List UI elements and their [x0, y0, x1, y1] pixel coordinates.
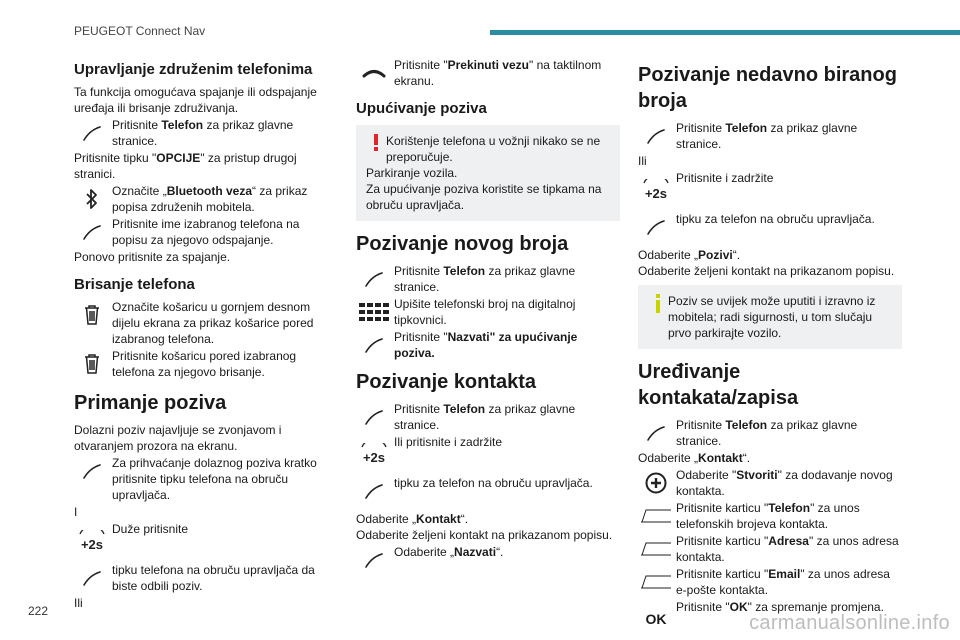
- step-press-phone: Pritisnite Telefon za prikaz glavne stranice.: [356, 401, 620, 433]
- tap-finger-icon: [638, 417, 674, 449]
- hold-2s-icon: [356, 434, 392, 474]
- trash-icon: [74, 348, 110, 380]
- step-press-phone: Pritisnite Telefon za prikaz glavne stranice.: [74, 117, 336, 149]
- step-bluetooth: Označite „Bluetooth veza“ za prikaz popisa združenih mobitela.: [74, 183, 336, 215]
- step-trash-delete: Pritisnite košaricu pored izabranog telefona za njegovo brisanje.: [74, 348, 336, 380]
- paragraph: Ponovo pritisnite za spajanje.: [74, 250, 231, 264]
- tap-finger-icon: [356, 475, 392, 507]
- tap-finger-icon: [356, 263, 392, 295]
- step-tab-email: Pritisnite karticu "Email" za unos adresa e-pošte kontakta.: [638, 566, 902, 598]
- step-tab-address: Pritisnite karticu "Adresa" za unos adresa kontakta.: [638, 533, 902, 565]
- hold-2s-icon: [638, 170, 674, 210]
- hold-2s-icon: [74, 521, 110, 561]
- step-select-call: Odaberite „Nazvati“.: [356, 544, 620, 576]
- tap-finger-icon: [74, 216, 110, 248]
- svg-text:+2s: +2s: [644, 186, 668, 201]
- step-press-phone: Pritisnite Telefon za prikaz glavne stranice.: [356, 263, 620, 295]
- section-title-paired-phones: Upravljanje združenim telefonima: [74, 61, 313, 78]
- section-title-call-contact: Pozivanje kontakta: [356, 371, 537, 393]
- step-wheel-button: tipku za telefon na obruču upravljača.: [638, 211, 902, 243]
- section-title-recent-call: Pozivanje nedavno biranog broja: [638, 64, 897, 112]
- paragraph: Dolazni poziv najavljuje se zvonjavom i otvaranjem prozora na ekranu.: [74, 423, 282, 453]
- paragraph: Ta funkcija omogućava spajanje ili odspajanje uređaja ili brisanje združivanja.: [74, 85, 317, 115]
- page-header-title: PEUGEOT Connect Nav: [74, 24, 206, 38]
- step-press-call: Pritisnite "Nazvati" za upućivanje poziva.: [356, 329, 620, 361]
- step-reject-call: tipku telefona na obruču upravljača da biste odbili poziv.: [74, 562, 336, 594]
- section-title-make-call: Upućivanje poziva: [356, 100, 487, 117]
- info-note: Poziv se uvijek može uputiti i izravno iz mobitela; radi sigurnosti, u tom slučaju prvo parkirajte vozilo.: [638, 285, 902, 349]
- step-accept-call: Za prihvaćanje dolaznog poziva kratko pritisnite tipku telefona na obruču upravljača.: [74, 455, 336, 503]
- column-1: [74, 56, 336, 611]
- step-long-press: +2s Duže pritisnite: [74, 521, 336, 561]
- column-2: [356, 56, 620, 577]
- paragraph: I: [74, 505, 78, 519]
- paragraph: Odaberite željeni kontakt na prikazanom popisu.: [638, 264, 895, 278]
- section-title-call-new-number: Pozivanje novog broja: [356, 233, 569, 255]
- step-tab-phone: Pritisnite karticu "Telefon" za unos telefonskih brojeva kontakta.: [638, 500, 902, 532]
- tap-finger-icon: [356, 544, 392, 576]
- step-ok: OK Pritisnite "OK" za spremanje promjena.: [638, 599, 902, 631]
- step-press-phone: Pritisnite Telefon za prikaz glavne stranice.: [638, 417, 902, 449]
- svg-text:+2s: +2s: [362, 450, 386, 465]
- tab-icon: [638, 533, 674, 565]
- paragraph: Odaberite „Kontakt“.: [638, 451, 751, 465]
- paragraph: Odaberite „Kontakt“.: [356, 512, 469, 526]
- warning-icon: [366, 133, 386, 152]
- tap-finger-icon: [638, 120, 674, 152]
- keypad-icon: [356, 296, 392, 328]
- svg-text:+2s: +2s: [80, 537, 104, 552]
- step-hold: +2s Ili pritisnite i zadržite: [356, 434, 620, 474]
- paragraph: Ili: [638, 154, 647, 168]
- step-disconnect: Pritisnite ime izabranog telefona na popisu za njegovo odspajanje.: [74, 216, 336, 248]
- step-wheel-button: tipku za telefon na obruču upravljača.: [356, 475, 620, 507]
- trash-icon: [74, 299, 110, 331]
- tap-finger-icon: [356, 329, 392, 361]
- info-icon: [648, 293, 668, 314]
- paragraph: Pritisnite tipku "OPCIJE" za pristup drugoj stranici.: [74, 151, 297, 181]
- hang-up-icon: [356, 57, 392, 89]
- tap-finger-icon: [638, 211, 674, 243]
- section-title-delete-phone: Brisanje telefona: [74, 276, 195, 293]
- page-number: 222: [28, 604, 49, 618]
- section-title-edit-contacts: Uređivanje kontakata/zapisa: [638, 361, 799, 409]
- ok-icon: OK: [645, 611, 667, 627]
- tap-finger-icon: [74, 455, 110, 487]
- bluetooth-icon: [74, 183, 110, 215]
- tap-finger-icon: [74, 562, 110, 594]
- step-create: Odaberite "Stvoriti" za dodavanje novog kontakta.: [638, 467, 902, 499]
- header-accent-bar: [490, 30, 960, 35]
- step-hang-up: Pritisnite "Prekinuti vezu" na taktilnom ekranu.: [356, 57, 620, 89]
- tap-finger-icon: [74, 117, 110, 149]
- step-trash-show: Označite košaricu u gornjem desnom dijelu ekrana za prikaz košarice pored izabranog telefona.: [74, 299, 336, 347]
- section-title-receive-call: Primanje poziva: [74, 392, 227, 414]
- column-3: [638, 56, 902, 632]
- add-circle-icon: [638, 467, 674, 499]
- tab-icon: [638, 566, 674, 598]
- step-keypad: Upišite telefonski broj na digitalnoj tipkovnici.: [356, 296, 620, 328]
- tab-icon: [638, 500, 674, 532]
- paragraph: Ili: [74, 596, 83, 610]
- tap-finger-icon: [356, 401, 392, 433]
- step-press-phone: Pritisnite Telefon za prikaz glavne stranice.: [638, 120, 902, 152]
- warning-note: Korištenje telefona u vožnji nikako se ne preporučuje. Parkiranje vozila. Za upućivanje poziva koristite se tipkama na obruču upravljača.: [356, 125, 620, 221]
- watermark: carmanualsonline.info: [749, 612, 950, 634]
- paragraph: Odaberite „Pozivi“.: [638, 248, 741, 262]
- paragraph: Odaberite željeni kontakt na prikazanom popisu.: [356, 528, 613, 542]
- step-hold: +2s Pritisnite i zadržite: [638, 170, 902, 210]
